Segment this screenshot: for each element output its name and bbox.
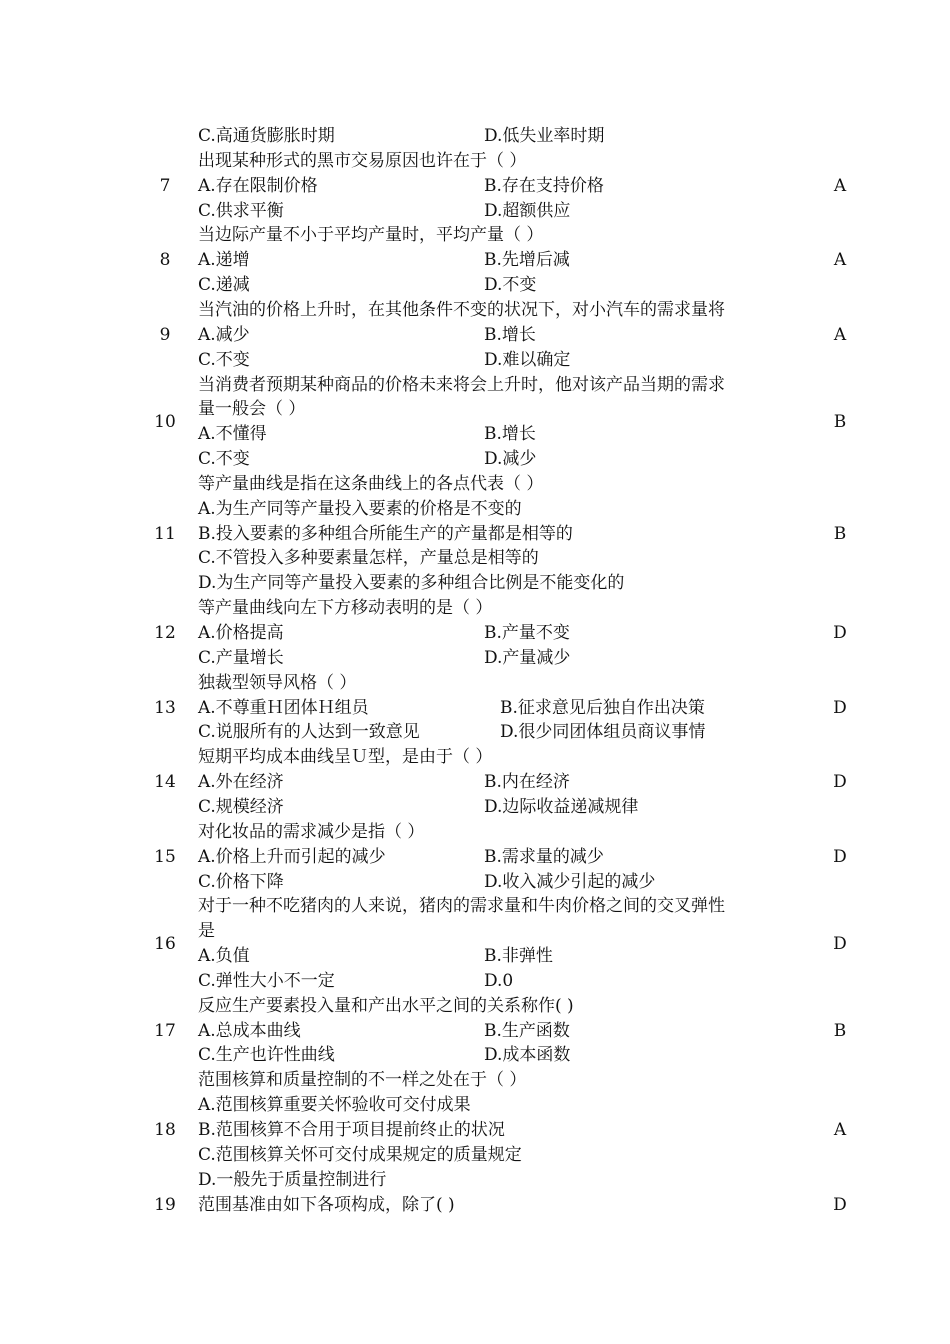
question-number: 19 [154, 1195, 176, 1215]
question-stem: 是 [198, 921, 215, 941]
answer-key: D [833, 934, 847, 954]
option: C.递减 [198, 275, 250, 295]
option: A.为生产同等产量投入要素的价格是不变的 [198, 499, 522, 519]
option: A.不尊重Ｈ团体Ｈ组员 [198, 698, 369, 718]
option: A.递增 [198, 250, 250, 270]
answer-key: A [833, 325, 847, 345]
option: D.边际收益递减规律 [484, 797, 639, 817]
option-c: C.高通货膨胀时期 [198, 126, 335, 146]
answer-key: A [833, 250, 847, 270]
answer-key: A [833, 1120, 847, 1140]
answer-key: D [833, 847, 847, 867]
option: B.非弹性 [484, 946, 553, 966]
option: B.增长 [484, 325, 536, 345]
answer-key: D [833, 623, 847, 643]
question-number: 10 [154, 412, 176, 432]
answer-key: D [833, 698, 847, 718]
answer-key: B [833, 412, 847, 432]
answer-key: D [833, 1195, 847, 1215]
question-stem: 范围核算和质量控制的不一样之处在于（ ） [198, 1070, 527, 1090]
question-number: 7 [159, 176, 171, 196]
question-stem: 当汽油的价格上升时，在其他条件不变的状况下，对小汽车的需求量将 [198, 300, 725, 320]
option: A.外在经济 [198, 772, 284, 792]
question-stem: 量一般会（ ） [198, 399, 306, 419]
option: C.供求平衡 [198, 201, 284, 221]
question-number: 17 [154, 1021, 176, 1041]
question-stem: 独裁型领导风格（ ） [198, 673, 357, 693]
option: B.需求量的减少 [484, 847, 604, 867]
option: A.负值 [198, 946, 250, 966]
option: D.不变 [484, 275, 537, 295]
option: C.价格下降 [198, 872, 284, 892]
option: C.弹性大小不一定 [198, 971, 335, 991]
option: D.成本函数 [484, 1045, 571, 1065]
option: C.范围核算关怀可交付成果规定的质量规定 [198, 1145, 522, 1165]
option: B.投入要素的多种组合所能生产的产量都是相等的 [198, 524, 573, 544]
question-stem: 反应生产要素投入量和产出水平之间的关系称作( ) [198, 996, 574, 1016]
question-number: 12 [154, 623, 176, 643]
question-stem: 短期平均成本曲线呈Ｕ型，是由于（ ） [198, 747, 493, 767]
option: D.难以确定 [484, 350, 571, 370]
option: C.规模经济 [198, 797, 284, 817]
option: C.不变 [198, 350, 250, 370]
question-number: 8 [159, 250, 171, 270]
option: D.产量减少 [484, 648, 571, 668]
option: A.价格上升而引起的减少 [198, 847, 386, 867]
option: B.生产函数 [484, 1021, 570, 1041]
option: C.不变 [198, 449, 250, 469]
question-stem: 对化妆品的需求减少是指（ ） [198, 822, 425, 842]
option: B.先增后减 [484, 250, 570, 270]
option: D.为生产同等产量投入要素的多种组合比例是不能变化的 [198, 573, 625, 593]
option: D.很少同团体组员商议事情 [500, 722, 706, 742]
question-stem: 等产量曲线向左下方移动表明的是（ ） [198, 598, 493, 618]
question-number: 11 [154, 524, 176, 544]
question-number: 13 [154, 698, 176, 718]
option: D.减少 [484, 449, 537, 469]
question-number: 18 [154, 1120, 176, 1140]
option: B.范围核算不合用于项目提前终止的状况 [198, 1120, 505, 1140]
option: C.生产也许性曲线 [198, 1045, 335, 1065]
question-number: 14 [154, 772, 176, 792]
option: A.存在限制价格 [198, 176, 318, 196]
question-stem: 当边际产量不小于平均产量时，平均产量（ ） [198, 225, 544, 245]
option: A.总成本曲线 [198, 1021, 301, 1041]
option: B.存在支持价格 [484, 176, 604, 196]
answer-key: D [833, 772, 847, 792]
option: C.不管投入多种要素量怎样，产量总是相等的 [198, 548, 539, 568]
answer-key: B [833, 524, 847, 544]
question-number: 15 [154, 847, 176, 867]
option: B.内在经济 [484, 772, 570, 792]
question-stem: 出现某种形式的黑市交易原因也许在于（ ） [198, 151, 527, 171]
question-stem: 当消费者预期某种商品的价格未来将会上升时，他对该产品当期的需求 [198, 375, 725, 395]
option: B.产量不变 [484, 623, 570, 643]
option: B.征求意见后独自作出决策 [500, 698, 705, 718]
option: C.产量增长 [198, 648, 284, 668]
option: A.减少 [198, 325, 250, 345]
question-number: 9 [159, 325, 171, 345]
question-stem: 范围基准由如下各项构成，除了( ) [198, 1195, 455, 1215]
question-stem: 对于一种不吃猪肉的人来说，猪肉的需求量和牛肉价格之间的交叉弹性 [198, 896, 725, 916]
option: D.一般先于质量控制进行 [198, 1170, 387, 1190]
option: C.说服所有的人达到一致意见 [198, 722, 420, 742]
answer-key: B [833, 1021, 847, 1041]
option: A.不懂得 [198, 424, 267, 444]
option: D.超额供应 [484, 201, 571, 221]
option: A.价格提高 [198, 623, 284, 643]
option-d: D.低失业率时期 [484, 126, 605, 146]
question-number: 16 [154, 934, 176, 954]
answer-key: A [833, 176, 847, 196]
option: D.收入减少引起的减少 [484, 872, 656, 892]
option: D.0 [484, 971, 514, 991]
option: A.范围核算重要关怀验收可交付成果 [198, 1095, 471, 1115]
question-stem: 等产量曲线是指在这条曲线上的各点代表（ ） [198, 474, 544, 494]
option: B.增长 [484, 424, 536, 444]
